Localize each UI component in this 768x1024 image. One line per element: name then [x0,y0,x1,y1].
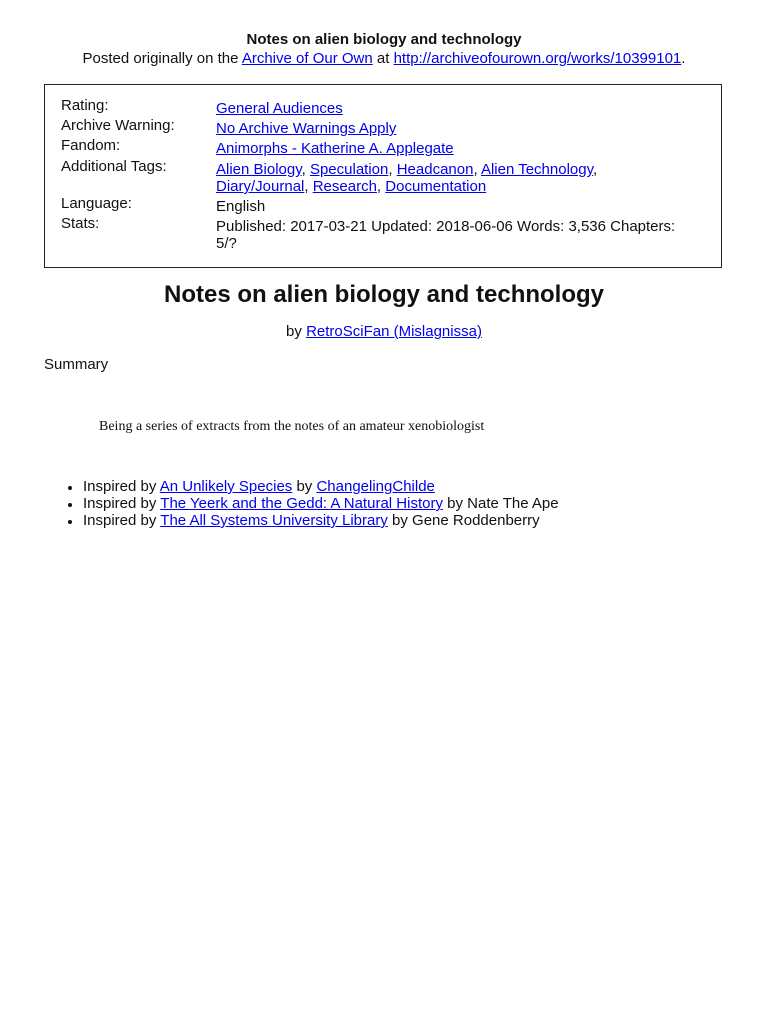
tag-link[interactable]: Speculation [309,161,389,178]
summary-text: Being a series of extracts from the notes of an amateur xenobiologist [99,419,485,434]
posted-originally-line [0,50,768,67]
warning-label: Archive Warning: [61,117,175,134]
inspired-prefix: Inspired by [83,495,157,512]
stats-line-1: Published: 2017-03-21 Updated: 2018-06-06 Words: 3,536 Chapters: [216,218,676,235]
tags-list [216,161,706,195]
tag-link[interactable]: Alien Biology [216,161,302,178]
inspired-author-link[interactable]: ChangelingChilde [316,478,435,495]
warning-link[interactable]: No Archive Warnings Apply [216,120,397,137]
tag-separator: , [304,178,309,195]
inspired-author: Nate The Ape [467,495,559,512]
fandom-link[interactable]: Animorphs - Katherine A. Applegate [216,140,454,157]
inspired-item [67,495,559,512]
period: . [681,50,686,67]
inspired-by-list [67,478,559,529]
tag-separator: , [388,161,393,178]
document-header-title: Notes on alien biology and technology [246,31,522,48]
tag-separator: , [592,161,598,178]
inspired-item [67,512,559,529]
inspired-prefix: Inspired by [83,478,157,495]
language-value: English [216,198,266,215]
tag-link[interactable]: Alien Technology [480,161,593,178]
author-link[interactable]: RetroSciFan (Mislagnissa) [306,323,482,340]
at-text: at [376,50,390,67]
rating-label: Rating: [61,97,109,114]
work-url-link[interactable]: http://archiveofourown.org/works/10399101 [393,50,682,67]
inspired-author: Gene Roddenberry [412,512,540,529]
inspired-work-link[interactable]: The All Systems University Library [160,512,388,529]
stats-label: Stats: [61,215,100,232]
language-label: Language: [61,195,132,212]
inspired-by-word: by [392,512,408,529]
summary-heading: Summary [44,356,109,373]
fandom-label: Fandom: [61,137,121,154]
work-metadata-box [44,84,722,268]
tag-separator: , [376,178,382,195]
tag-link[interactable]: Research [312,178,377,195]
inspired-item [67,478,559,495]
tag-separator: , [473,161,478,178]
stats-line-2: 5/? [216,235,237,252]
inspired-work-link[interactable]: An Unlikely Species [159,478,293,495]
inspired-prefix: Inspired by [83,512,157,529]
inspired-by-word: by [296,478,313,495]
inspired-by-word: by [447,495,463,512]
tag-link[interactable]: Headcanon [396,161,474,178]
byline [0,323,768,340]
rating-link[interactable]: General Audiences [216,100,343,117]
by-prefix: by [286,323,302,340]
tags-label: Additional Tags: [61,158,167,175]
archive-link[interactable]: Archive of Our Own [241,50,373,67]
inspired-work-link[interactable]: The Yeerk and the Gedd: A Natural History [160,495,443,512]
tag-link[interactable]: Documentation [385,178,487,195]
stats-value [216,218,706,252]
tag-link[interactable]: Diary/Journal [216,178,305,195]
work-title: Notes on alien biology and technology [163,281,605,308]
posted-prefix: Posted originally on the [82,50,239,67]
tag-separator: , [301,161,306,178]
